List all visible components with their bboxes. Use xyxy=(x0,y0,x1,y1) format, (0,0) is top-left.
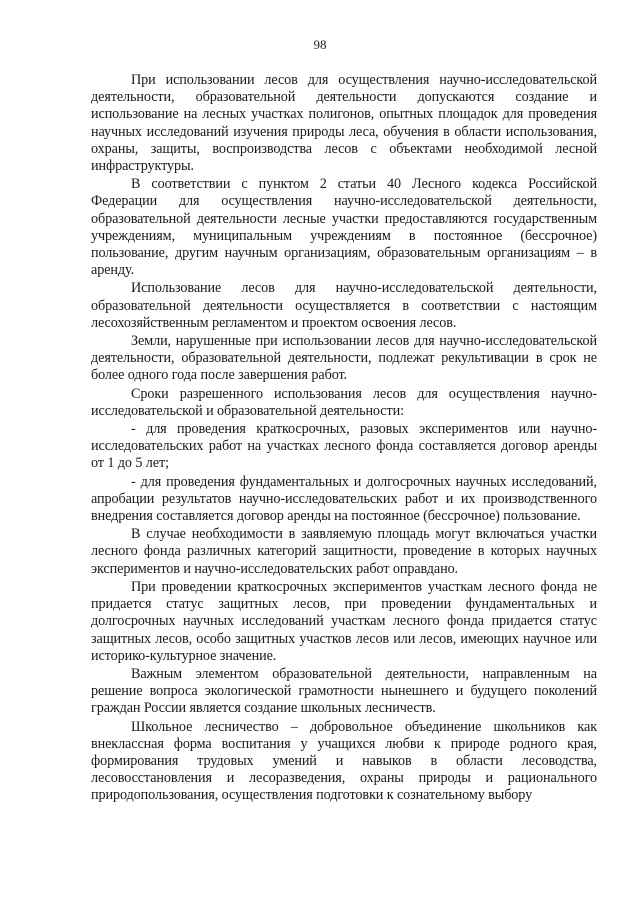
paragraph: Сроки разрешенного использования лесов для осуществления научно-исследовательской и образовательной деятельности: xyxy=(91,385,597,419)
body-text xyxy=(91,72,597,806)
paragraph: Земли, нарушенные при использовании лесов для научно-исследовательской деятельности, образовательной деятельности, подлежат рекультивации в срок не более одного года после завершения работ. xyxy=(91,333,597,384)
paragraph: Школьное лесничество – добровольное объединение школьников как внеклассная форма воспитания у учащихся любви к природе родного края, формирования трудовых умений и навыков в области лесоводства, лесовосстановления и лесоразведения, охраны природы и рационального природопользования, осуществления подготовки к сознательному выбору xyxy=(91,718,597,804)
paragraph: Использование лесов для научно-исследовательской деятельности, образовательной деятельности осуществляется в соответствии с настоящим лесохозяйственным регламентом и проектом освоения лесов. xyxy=(91,280,597,331)
paragraph: При использовании лесов для осуществления научно-исследовательской деятельности, образовательной деятельности допускаются создание и использование на лесных участках полигонов, опытных площадок для проведения научных исследований изучения природы леса, обучения в области использования, охраны, защиты, воспроизводства лесов с объектами необходимой лесной инфраструктуры. xyxy=(91,72,597,175)
paragraph: В соответствии с пунктом 2 статьи 40 Лесного кодекса Российской Федерации для осуществления научно-исследовательской деятельности, образовательной деятельности лесные участки предоставляются государственным учреждениям, муниципальным учреждениям в постоянное (бессрочное) пользование, другим научным организациям, образовательным организациям – в аренду. xyxy=(91,176,597,279)
page-number: 98 xyxy=(313,37,327,52)
paragraph: При проведении краткосрочных экспериментов участкам лесного фонда не придается статус защитных лесов, при проведении фундаментальных и долгосрочных научных исследований участкам лесного фонда придается статус защитных лесов, особо защитных участков лесов или лесов, имеющих научное или историко-культурное значение. xyxy=(91,578,597,664)
paragraph: Важным элементом образовательной деятельности, направленным на решение вопроса экологической грамотности нынешнего и будущего поколений граждан России является создание школьных лесничеств. xyxy=(91,665,597,717)
list-item: - для проведения фундаментальных и долгосрочных научных исследований, апробации результатов научно-исследовательских работ и их производственного внедрения составляется договор аренды на постоянное (бессрочное) пользование. xyxy=(91,473,597,525)
list-item: - для проведения краткосрочных, разовых экспериментов или научно-исследовательских работ на участках лесного фонда составляется договор аренды от 1 до 5 лет; xyxy=(91,421,597,472)
paragraph: В случае необходимости в заявляемую площадь могут включаться участки лесного фонда различных категорий защитности, проведение в которых научных экспериментов и научно-исследовательских работ оправдано. xyxy=(91,526,597,577)
